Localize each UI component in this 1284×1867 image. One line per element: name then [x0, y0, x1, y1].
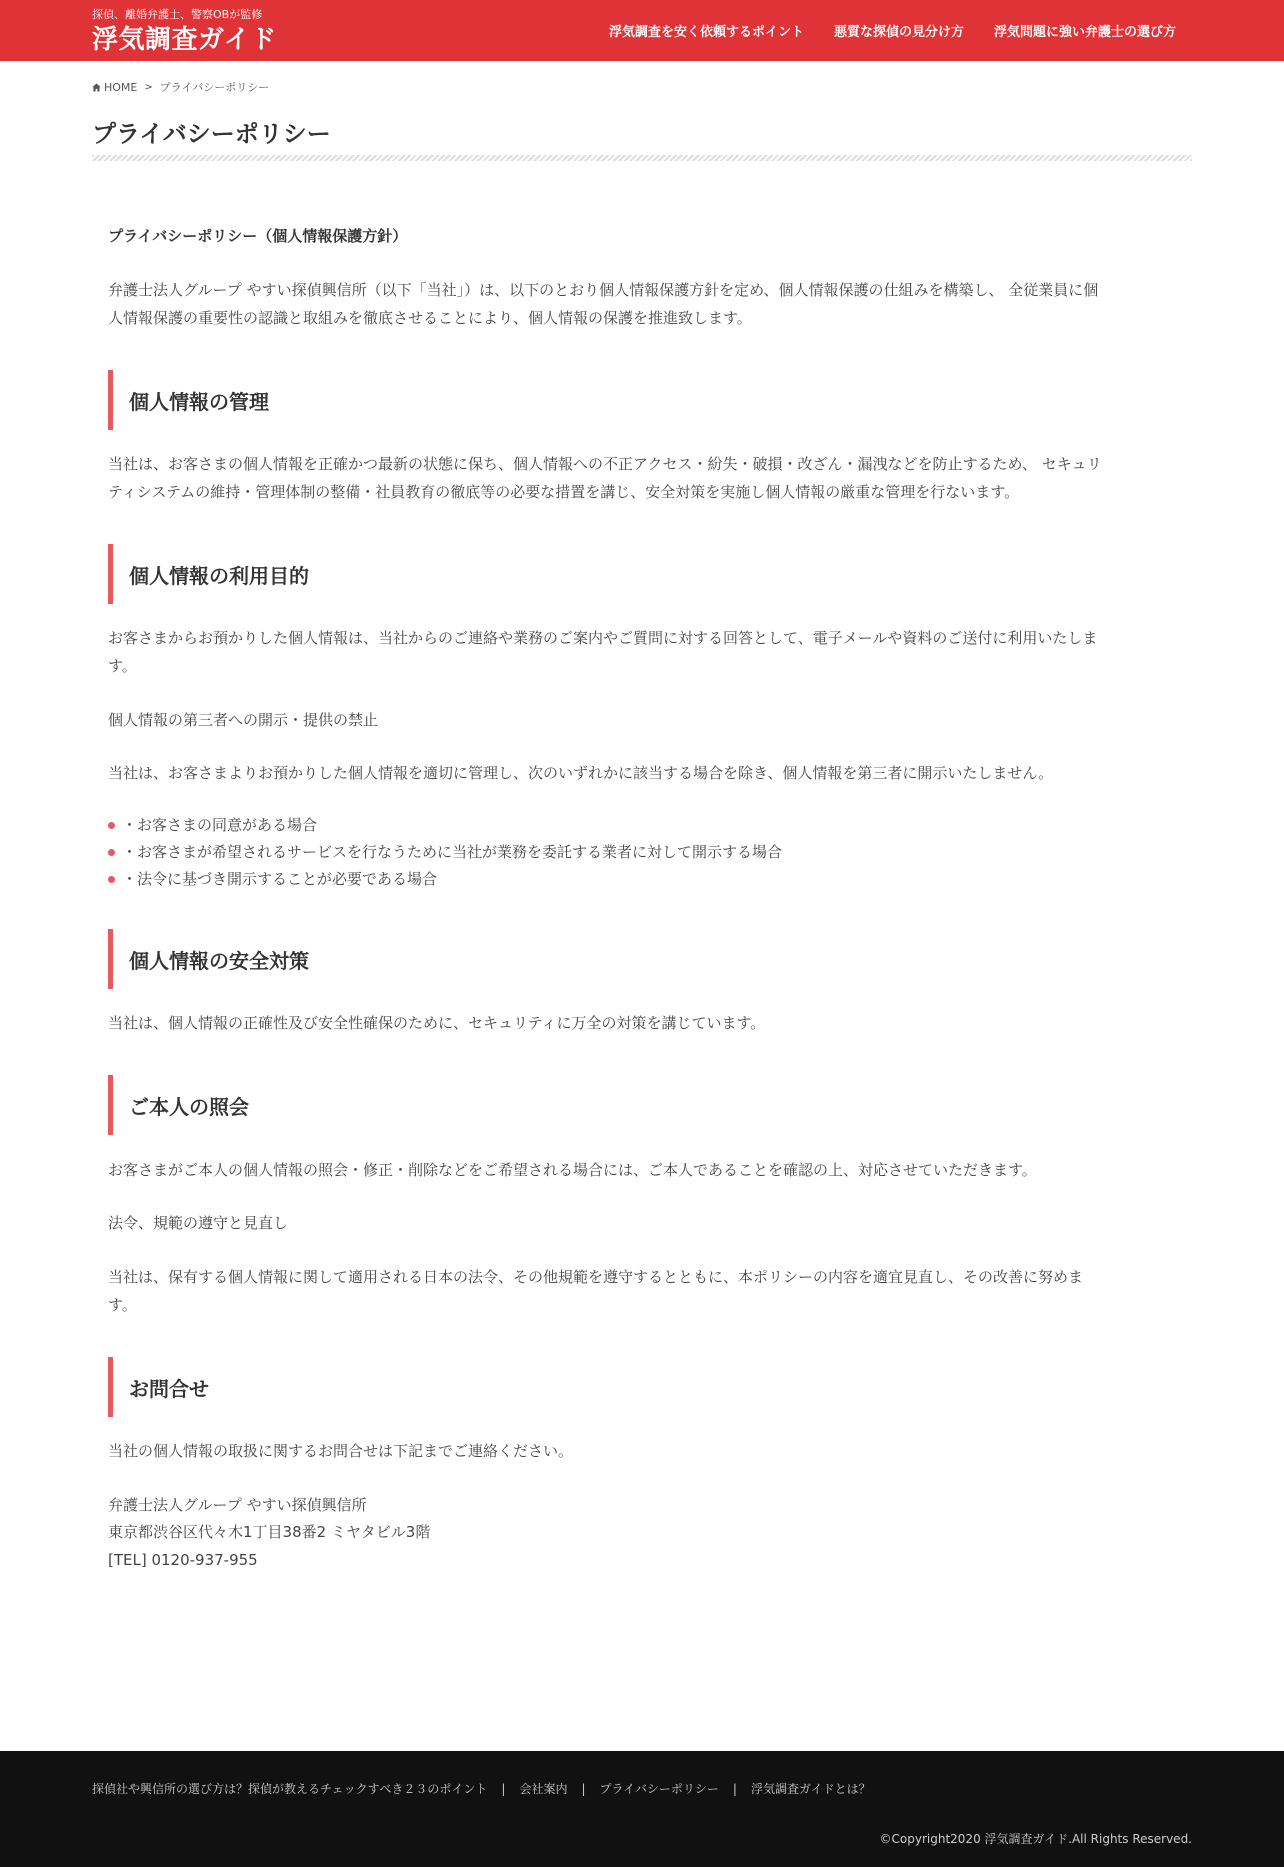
copyright-text: ©Copyright2020 浮気調査ガイド.All Rights Reserved.	[879, 1832, 1192, 1846]
global-nav	[579, 0, 1176, 61]
breadcrumb-separator: >	[144, 82, 153, 93]
contact-intro: 当社の個人情報の取扱に関するお問合せは下記までご連絡ください。	[108, 1442, 574, 1460]
bullet-icon	[108, 849, 115, 856]
purpose-line-2: す。	[108, 657, 137, 675]
list-item: ・法令に基づき開示することが必要である場合	[108, 866, 782, 893]
disclosure-exceptions-list	[108, 812, 782, 893]
site-header	[0, 0, 1284, 61]
home-icon	[92, 83, 101, 92]
nav-item-bad-detective[interactable]: 悪質な探偵の見分け方	[833, 25, 964, 40]
footer-nav	[92, 1780, 871, 1797]
purpose-line-1: お客さまからお預かりした個人情報は、当社からのご連絡や業務のご案内やご質問に対する回答として、電子メールや資料のご送付に利用いたしま	[108, 629, 1098, 647]
disclosure-text: 当社は、お客さまよりお預かりした個人情報を適切に管理し、次のいずれかに該当する場合を除き、個人情報を第三者に開示いたしません。	[108, 764, 1054, 782]
compliance-line-1: 当社は、保有する個人情報に関して適用される日本の法令、その他規範を遵守するとともに、本ポリシーの内容を適宜見直し、その改善に努めま	[108, 1268, 1084, 1286]
contact-company: 弁護士法人グループ やすい探偵興信所	[108, 1496, 367, 1514]
footer-link-choose-agency[interactable]: 探偵社や興信所の選び方は？探偵が教えるチェックすべき２３のポイント	[92, 1782, 488, 1796]
footer-separator: |	[581, 1781, 586, 1796]
bullet-icon	[108, 822, 115, 829]
policy-lead-heading: プライバシーポリシー（個人情報保護方針）	[108, 227, 408, 245]
management-line-1: 当社は、お客さまの個人情報を正確かつ最新の状態に保ち、個人情報への不正アクセス・紛失・破損・改ざん・漏洩などを防止するため、 セキュリ	[108, 455, 1102, 473]
management-line-2: ティシステムの維持・管理体制の整備・社員教育の徹底等の必要な措置を講じ、安全対策を実施し個人情報の厳重な管理を行ないます。	[108, 483, 1020, 501]
nav-item-cheap-investigation[interactable]: 浮気調査を安く依頼するポイント	[608, 25, 804, 40]
footer-link-about[interactable]: 浮気調査ガイドとは？	[750, 1782, 871, 1796]
footer-link-company[interactable]: 会社案内	[519, 1782, 568, 1796]
site-tagline: 探偵、離婚弁護士、警察OBが監修	[92, 8, 263, 21]
title-divider	[92, 155, 1192, 161]
inquiry-self-text: お客さまがご本人の個人情報の照会・修正・削除などをご希望される場合には、ご本人であることを確認の上、対応させていただきます。	[108, 1161, 1037, 1179]
compliance-subheading: 法令、規範の遵守と見直し	[108, 1214, 289, 1232]
site-logo[interactable]: 浮気調査ガイド	[92, 25, 277, 55]
footer-separator: |	[501, 1781, 506, 1796]
section-heading-management: 個人情報の管理	[108, 370, 1178, 430]
intro-line-1: 弁護士法人グループ やすい探偵興信所（以下「当社」）は、以下のとおり個人情報保護方針を定め、個人情報保護の仕組みを構築し、 全従業員に個	[108, 281, 1099, 299]
site-footer	[0, 1751, 1284, 1867]
disclosure-subheading: 個人情報の第三者への開示・提供の禁止	[108, 711, 379, 729]
section-heading-contact: お問合せ	[108, 1357, 1178, 1417]
security-text: 当社は、個人情報の正確性及び安全性確保のために、セキュリティに万全の対策を講じています。	[108, 1014, 766, 1032]
breadcrumb-home-link[interactable]: HOME	[104, 81, 138, 94]
contact-tel: [TEL] 0120-937-955	[108, 1551, 258, 1569]
footer-link-privacy[interactable]: プライバシーポリシー	[599, 1782, 719, 1796]
footer-separator: |	[732, 1781, 737, 1796]
section-heading-security: 個人情報の安全対策	[108, 929, 1178, 989]
section-heading-purpose: 個人情報の利用目的	[108, 544, 1178, 604]
bullet-icon	[108, 876, 115, 883]
intro-line-2: 人情報保護の重要性の認識と取組みを徹底させることにより、個人情報の保護を推進致します。	[108, 309, 752, 327]
page-title: プライバシーポリシー	[92, 120, 331, 148]
breadcrumb	[92, 81, 269, 94]
breadcrumb-current: プライバシーポリシー	[159, 81, 270, 94]
list-item: ・お客さまの同意がある場合	[108, 812, 782, 839]
compliance-line-2: す。	[108, 1296, 137, 1314]
section-heading-inquiry-self: ご本人の照会	[108, 1075, 1178, 1135]
contact-address: 東京都渋谷区代々木1丁目38番2 ミヤタビル3階	[108, 1523, 431, 1541]
list-item: ・お客さまが希望されるサービスを行なうために当社が業務を委託する業者に対して開示する場合	[108, 839, 782, 866]
nav-item-lawyer-choice[interactable]: 浮気問題に強い弁護士の選び方	[993, 25, 1176, 40]
